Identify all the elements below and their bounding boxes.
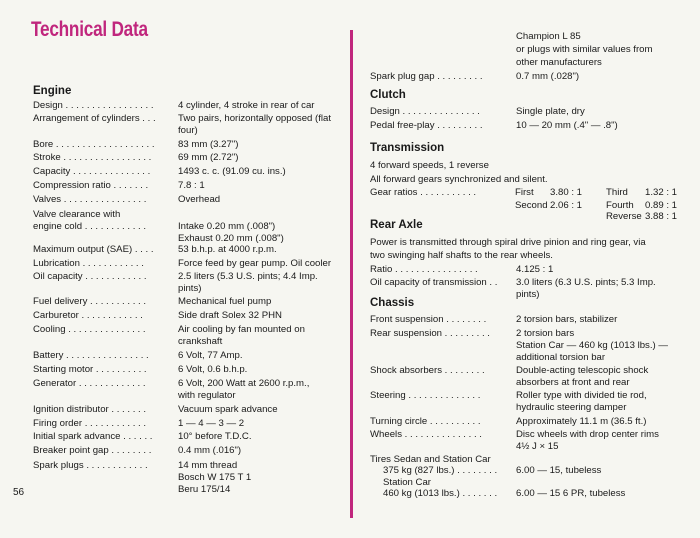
spec-value-cont: pints) [178,283,202,294]
page-divider [350,30,353,518]
spec-value-cont: Beru 175/14 [178,484,231,495]
spec-value: 6 Volt, 0.6 b.h.p. [178,364,248,375]
spec-value: Mechanical fuel pump [178,296,272,307]
spec-label: Shock absorbers . . . . . . . . [370,365,485,376]
spec-value: 6 Volt, 200 Watt at 2600 r.p.m., [178,378,310,389]
spec-label: Spark plug gap . . . . . . . . . [370,71,483,82]
gear-first-value: 3.80 : 1 [550,187,583,198]
gear-first-name: First [515,187,534,198]
spec-label: Starting motor . . . . . . . . . . [33,364,147,375]
transmission-line-1: 4 forward speeds, 1 reverse [370,160,489,171]
spec-value: 2.5 liters (5.3 U.S. pints; 4.4 Imp. [178,271,318,282]
spec-value: 3.0 liters (6.3 U.S. pints; 5.3 Imp. [516,277,656,288]
tires-line-1: Tires Sedan and Station Car [370,454,491,465]
spec-value: 7.8 : 1 [178,180,205,191]
spec-value: 2 torsion bars, stabilizer [516,314,618,325]
spec-value-cont: hydraulic steering damper [516,402,627,413]
tires-line-2: Station Car [383,477,431,488]
spec-value: Approximately 11.1 m (36.5 ft.) [516,416,647,427]
spec-value-cont: 4½ J × 15 [516,441,559,452]
spec-label: Wheels . . . . . . . . . . . . . . . [370,429,482,440]
spec-value: 0.4 mm (.016") [178,445,242,456]
gear-second-name: Second [515,200,548,211]
spec-value: 6.00 — 15 6 PR, tubeless [516,488,626,499]
rear-axle-line-2: two swinging half shafts to the rear wheels. [370,250,553,261]
spec-label: engine cold . . . . . . . . . . . . [33,221,147,232]
spec-label: Carburetor . . . . . . . . . . . . [33,310,143,321]
spec-value-cont: Exhaust 0.20 mm (.008") [178,233,284,244]
spec-value-cont: Station Car — 460 kg (1013 lbs.) — [516,340,668,351]
spec-row-clutch-design [370,106,690,119]
spec-label: Valves . . . . . . . . . . . . . . . . [33,194,147,205]
spec-label: Ignition distributor . . . . . . . [33,404,147,415]
spec-label: Breaker point gap . . . . . . . . [33,445,152,456]
spec-label: Oil capacity of transmission . . [370,277,498,288]
spec-row-spark-plug-gap [370,71,690,84]
rear-axle-line-1: Power is transmitted through spiral drive pinion and ring gear, via [370,237,646,248]
gear-third-value: 1.32 : 1 [645,187,678,198]
section-heading-clutch: Clutch [370,89,406,101]
spark-plugs-continued-2: or plugs with similar values from [516,44,653,55]
spec-label: Oil capacity . . . . . . . . . . . . [33,271,147,282]
spec-value-cont: Bosch W 175 T 1 [178,472,252,483]
gear-second-value: 2.06 : 1 [550,200,583,211]
spec-label: Battery . . . . . . . . . . . . . . . . [33,350,149,361]
spec-label: Front suspension . . . . . . . . [370,314,487,325]
spec-label: Valve clearance with [33,209,121,220]
spec-value: Intake 0.20 mm (.008") [178,221,276,232]
spec-value-cont: pints) [516,289,540,300]
gear-ratios-label: Gear ratios . . . . . . . . . . . [370,187,477,198]
gear-reverse-name: Reverse [606,211,642,222]
spec-value: 1493 c. c. (91.09 cu. ins.) [178,166,286,177]
spec-value: 6.00 — 15, tubeless [516,465,602,476]
spec-label: Turning circle . . . . . . . . . . [370,416,481,427]
spec-value: 1 — 4 — 3 — 2 [178,418,245,429]
spec-value: 6 Volt, 77 Amp. [178,350,243,361]
spec-value: Force feed by gear pump. Oil cooler [178,258,332,269]
spec-value: Vacuum spark advance [178,404,278,415]
spec-value: Roller type with divided tie rod, [516,390,647,401]
spec-value-cont: four) [178,125,198,136]
spark-plugs-continued-1: Champion L 85 [516,31,581,42]
spec-value-cont: absorbers at front and rear [516,377,630,388]
gear-third-name: Third [606,187,628,198]
spec-value-cont: crankshaft [178,336,223,347]
spec-label: Initial spark advance . . . . . . [33,431,153,442]
spec-row-axle-ratio [370,264,690,277]
spec-value: Air cooling by fan mounted on [178,324,305,335]
spec-label: Design . . . . . . . . . . . . . . . [370,106,480,117]
gear-reverse-value: 3.88 : 1 [645,211,678,222]
spec-label: Stroke . . . . . . . . . . . . . . . . . [33,152,152,163]
spark-plugs-continued-3: other manufacturers [516,57,602,68]
spec-label: Bore . . . . . . . . . . . . . . . . . . . [33,139,155,150]
section-heading-engine: Engine [33,85,72,97]
spec-row-pedal-free-play [370,120,690,133]
spec-value: 53 b.h.p. at 4000 r.p.m. [178,244,277,255]
section-heading-transmission: Transmission [370,142,445,154]
spec-label: Spark plugs . . . . . . . . . . . . [33,460,148,471]
spec-value: 83 mm (3.27") [178,139,239,150]
spec-label: Ratio . . . . . . . . . . . . . . . . [370,264,478,275]
spec-value: 4 cylinder, 4 stroke in rear of car [178,100,315,111]
section-heading-chassis: Chassis [370,297,415,309]
spec-value: 14 mm thread [178,460,238,471]
spec-value: Overhead [178,194,221,205]
spec-label: Lubrication . . . . . . . . . . . . [33,258,144,269]
spec-value-cont: with regulator [178,390,236,401]
section-heading-rear-axle: Rear Axle [370,219,423,231]
gear-fourth-value: 0.89 : 1 [645,200,678,211]
spec-label: Capacity . . . . . . . . . . . . . . . [33,166,151,177]
spec-label: Steering . . . . . . . . . . . . . . [370,390,481,401]
spec-value: 2 torsion bars [516,328,575,339]
spec-value: 10° before T.D.C. [178,431,252,442]
spec-label: 375 kg (827 lbs.) . . . . . . . . [383,465,498,476]
spec-value: 0.7 mm (.028") [516,71,580,82]
spec-label: Cooling . . . . . . . . . . . . . . . [33,324,146,335]
gear-fourth-name: Fourth [606,200,634,211]
spec-label: Firing order . . . . . . . . . . . . [33,418,147,429]
spec-value: Disc wheels with drop center rims [516,429,659,440]
spec-value: Double-acting telescopic shock [516,365,649,376]
spec-value-cont: additional torsion bar [516,352,606,363]
spec-label: 460 kg (1013 lbs.) . . . . . . . [383,488,498,499]
spec-value: Side draft Solex 32 PHN [178,310,282,321]
spec-label: Design . . . . . . . . . . . . . . . . . [33,100,154,111]
spec-row-tires-b [383,488,693,501]
spec-label: Generator . . . . . . . . . . . . . [33,378,146,389]
spec-label: Rear suspension . . . . . . . . . [370,328,490,339]
spec-label: Arrangement of cylinders . . . [33,113,156,124]
spec-value: 10 — 20 mm (.4" — .8") [516,120,618,131]
spec-row-transmission-oil [370,277,690,303]
spec-label: Pedal free-play . . . . . . . . . [370,120,483,131]
spec-label: Maximum output (SAE) . . . . [33,244,154,255]
spec-label: Compression ratio . . . . . . . [33,180,149,191]
page-number: 56 [13,487,25,498]
transmission-line-2: All forward gears synchronized and silent. [370,174,548,185]
spec-value: Single plate, dry [516,106,585,117]
page-title: Technical Data [31,18,148,41]
spec-value: 69 mm (2.72") [178,152,239,163]
spec-value: Two pairs, horizontally opposed (flat [178,113,332,124]
spec-label: Fuel delivery . . . . . . . . . . . [33,296,147,307]
spec-value: 4.125 : 1 [516,264,554,275]
